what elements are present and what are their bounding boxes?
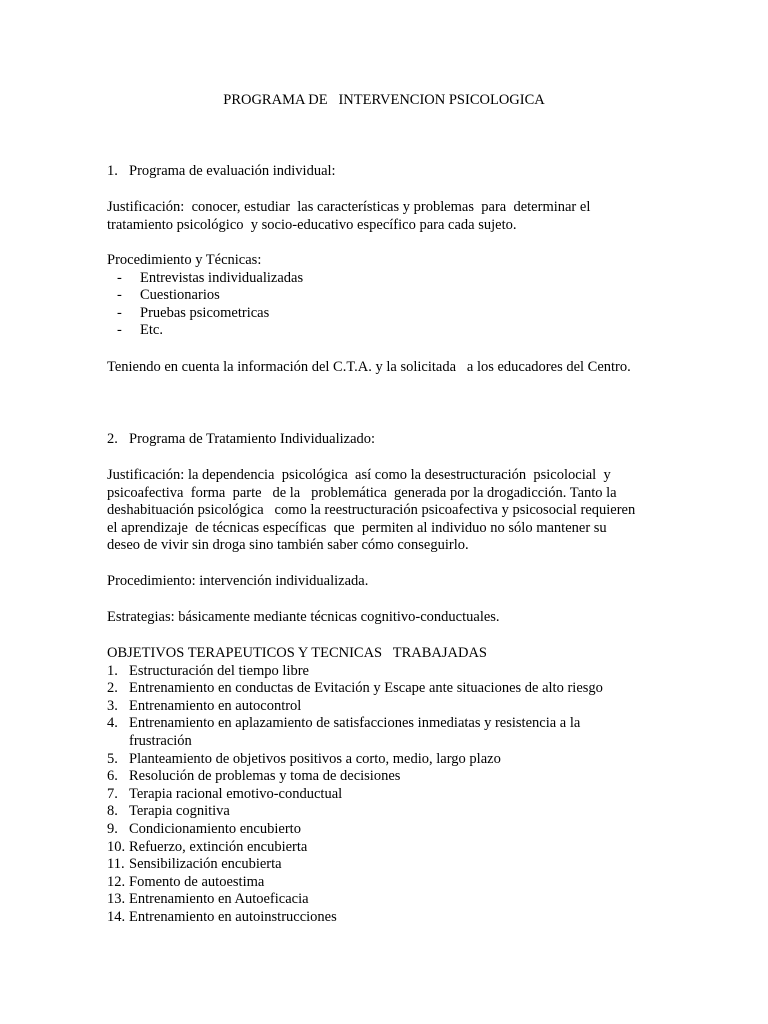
objective-number: 10. <box>107 838 126 855</box>
objective-number: 6. <box>107 768 118 785</box>
section-1-justification <box>107 199 667 234</box>
section-1-note: Teniendo en cuenta la información del C.T.A. y la solicitada a los educadores del Centro. <box>107 359 631 375</box>
technique-text: Cuestionarios <box>140 287 220 304</box>
objective-number: 13. <box>107 891 126 908</box>
objective-text: Condicionamiento encubierto <box>129 820 301 837</box>
list-item <box>107 891 627 909</box>
objective-text: Entrenamiento en conductas de Evitación y Escape ante situaciones de alto riesgo <box>129 680 603 697</box>
objective-text: Entrenamiento en autocontrol <box>129 697 302 714</box>
justification-line: tratamiento psicológico y socio-educativo específico para cada sujeto. <box>107 216 517 233</box>
objective-text: Terapia racional emotivo-conductual <box>129 785 343 802</box>
section-2-heading <box>107 431 667 449</box>
objective-number: 5. <box>107 750 118 767</box>
list-item <box>107 305 667 323</box>
bullet-dash: - <box>117 287 122 304</box>
section-1-heading <box>107 163 667 181</box>
document-title: PROGRAMA DE INTERVENCION PSICOLOGICA <box>223 92 545 108</box>
objective-text: Entrenamiento en autoinstrucciones <box>129 908 337 925</box>
justification-line: el aprendizaje de técnicas específicas que permiten al individuo no sólo mantener su <box>107 519 607 536</box>
objective-number: 12. <box>107 873 126 890</box>
list-item <box>107 663 627 681</box>
objective-number: 2. <box>107 680 118 697</box>
justification-line: deseo de vivir sin droga sino también saber cómo conseguirlo. <box>107 537 469 554</box>
list-item <box>107 680 627 698</box>
section-1-title: Programa de evaluación individual: <box>129 163 336 179</box>
justification-line: Justificación: conocer, estudiar las características y problemas para determinar el <box>107 199 591 215</box>
justification-line: deshabituación psicológica como la reestructuración psicoafectiva y psicosocial requieren <box>107 502 636 519</box>
objective-number: 3. <box>107 697 118 714</box>
list-item <box>107 839 627 857</box>
list-item <box>107 287 667 305</box>
objective-text: Sensibilización encubierta <box>129 856 282 873</box>
section-2-procedure: Procedimiento: intervención individualizada. <box>107 573 369 589</box>
objective-number: 9. <box>107 820 118 837</box>
justification-line: Justificación: la dependencia psicológica así como la desestructuración psicolocial y <box>107 467 611 483</box>
procedure-label: Procedimiento y Técnicas: <box>107 252 262 268</box>
list-item <box>107 270 667 288</box>
objective-number: 4. <box>107 715 118 732</box>
objective-number: 7. <box>107 785 118 802</box>
objective-text: Planteamiento de objetivos positivos a corto, medio, largo plazo <box>129 750 501 767</box>
section-2-justification <box>107 467 667 555</box>
techniques-list <box>107 270 667 340</box>
justification-line: psicoafectiva forma parte de la problemática generada por la drogadicción. Tanto la <box>107 484 617 501</box>
list-item <box>107 803 627 821</box>
section-2-title: Programa de Tratamiento Individualizado: <box>129 431 376 447</box>
list-item <box>107 698 627 716</box>
section-2-strategies: Estrategias: básicamente mediante técnicas cognitivo-conductuales. <box>107 609 500 625</box>
objective-text: Fomento de autoestima <box>129 873 265 890</box>
list-item <box>107 821 627 839</box>
objective-number: 1. <box>107 662 118 679</box>
objective-text: Refuerzo, extinción encubierta <box>129 838 308 855</box>
objective-text: Entrenamiento en aplazamiento de satisfacciones inmediatas y resistencia a la frustración <box>129 715 581 749</box>
bullet-dash: - <box>117 322 122 339</box>
objective-text: Estructuración del tiempo libre <box>129 662 309 679</box>
objectives-heading: OBJETIVOS TERAPEUTICOS Y TECNICAS TRABAJADAS <box>107 645 487 661</box>
list-item <box>107 786 627 804</box>
list-item <box>107 322 667 340</box>
section-2-number: 2. <box>107 431 118 447</box>
list-item <box>107 768 627 786</box>
section-1-procedure <box>107 252 667 340</box>
objective-text: Entrenamiento en Autoeficacia <box>129 891 309 908</box>
bullet-dash: - <box>117 304 122 321</box>
section-1-number: 1. <box>107 163 118 179</box>
list-item <box>107 715 627 750</box>
objectives-section <box>107 645 627 927</box>
objective-text: Resolución de problemas y toma de decisiones <box>129 768 401 785</box>
list-item <box>107 874 627 892</box>
objective-number: 8. <box>107 803 118 820</box>
list-item <box>107 751 627 769</box>
objectives-list <box>107 663 627 927</box>
list-item <box>107 909 627 927</box>
list-item <box>107 856 627 874</box>
technique-text: Etc. <box>140 322 163 339</box>
technique-text: Entrevistas individualizadas <box>140 269 304 286</box>
objective-number: 11. <box>107 856 125 873</box>
bullet-dash: - <box>117 269 122 286</box>
technique-text: Pruebas psicometricas <box>140 304 270 321</box>
objective-number: 14. <box>107 908 126 925</box>
objective-text: Terapia cognitiva <box>129 803 230 820</box>
